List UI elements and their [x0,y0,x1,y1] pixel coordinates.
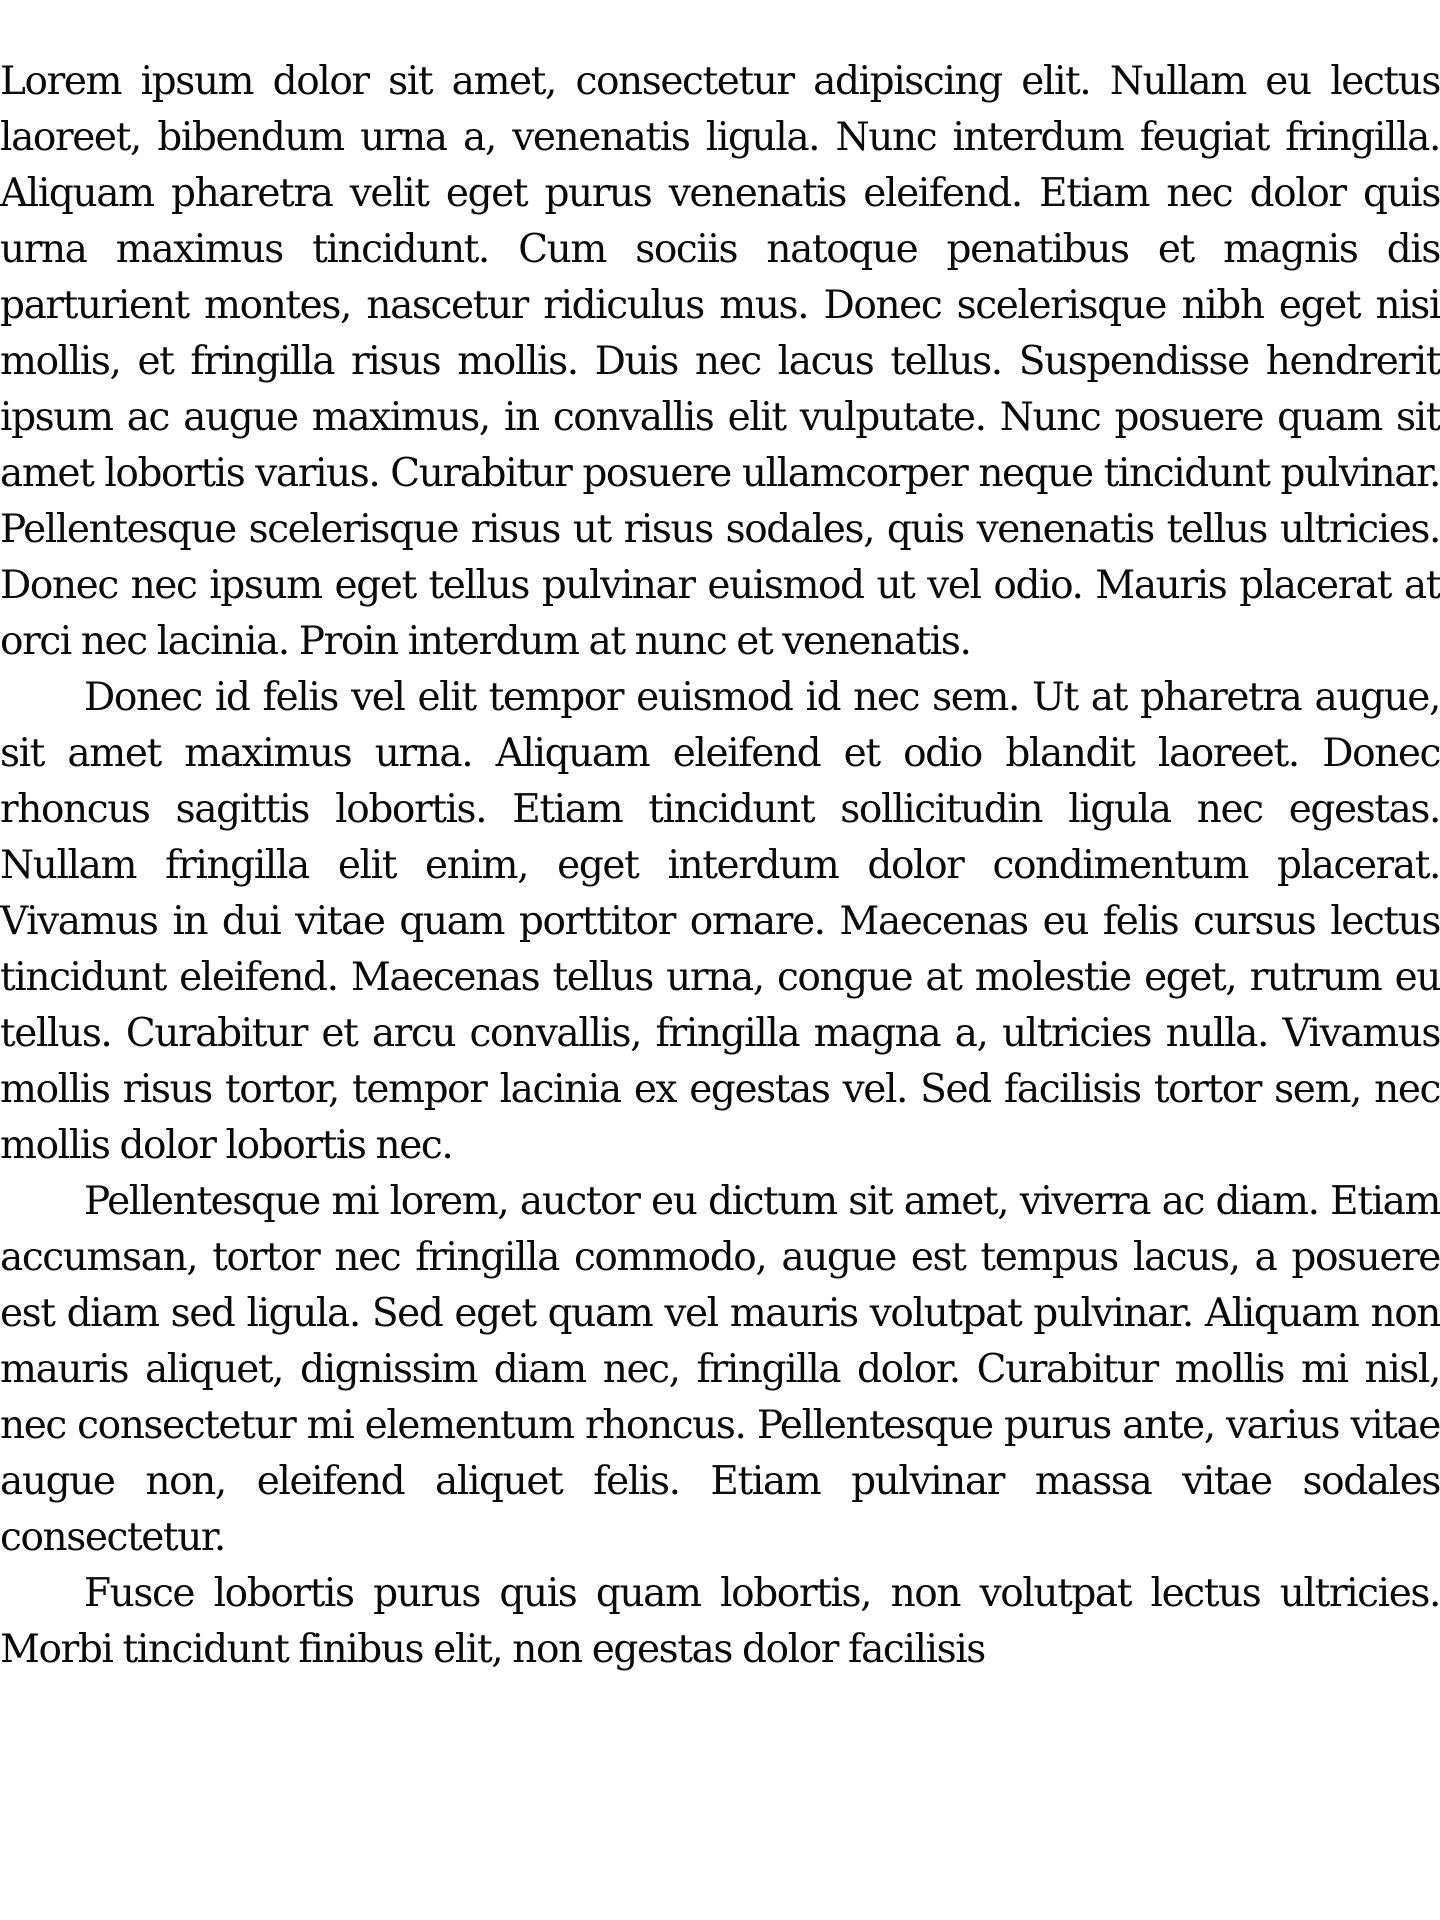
paragraph-4: Fusce lobortis purus quis quam lobortis, non volutpat lectus ultricies. Morbi tincidunt finibus elit, non egestas dolor facilisis [0,1571,1440,1672]
paragraph-3: Pellentesque mi lorem, auctor eu dictum sit amet, viverra ac diam. Etiam accumsan, tortor nec fringilla commodo, augue est tempus lacus, a posuere est diam sed ligula. Sed eget quam vel mauris volutpat pulvinar. Aliquam non mauris aliquet, dignissim diam nec, fringilla dolor. Curabitur mollis mi nisl, nec consectetur mi elementum rhoncus. Pellentesque purus ante, varius vitae augue non, eleifend aliquet felis. Etiam pulvinar massa vitae sodales consectetur. [0,1179,1440,1560]
paragraph-2: Donec id felis vel elit tempor euismod id nec sem. Ut at pharetra augue, sit amet maximus urna. Aliquam eleifend et odio blandit laoreet. Donec rhoncus sagittis lobortis. Etiam tincidunt sollicitudin ligula nec egestas. Nullam fringilla elit enim, eget interdum dolor condimentum placerat. Vivamus in dui vitae quam porttitor ornare. Maecenas eu felis cursus lectus tincidunt eleifend. Maecenas tellus urna, congue at molestie eget, rutrum eu tellus. Curabitur et arcu convallis, fringilla magna a, ultricies nulla. Vivamus mollis risus tortor, tempor lacinia ex egestas vel. Sed facilisis tortor sem, nec mollis dolor lobortis nec. [0,675,1440,1168]
paragraph-1: Lorem ipsum dolor sit amet, consectetur adipiscing elit. Nullam eu lectus laoreet, bibendum urna a, venenatis ligula. Nunc interdum feugiat fringilla. Aliquam pharetra velit eget purus venenatis eleifend. Etiam nec dolor quis urna maximus tincidunt. Cum sociis natoque penatibus et magnis dis parturient montes, nascetur ridiculus mus. Donec scelerisque nibh eget nisi mollis, et fringilla risus mollis. Duis nec lacus tellus. Suspendisse hendrerit ipsum ac augue maximus, in convallis elit vulputate. Nunc posuere quam sit amet lobortis varius. Curabitur posuere ullamcorper neque tincidunt pulvinar. Pellentesque scelerisque risus ut risus sodales, quis venenatis tellus ultricies. Donec nec ipsum eget tellus pulvinar euismod ut vel odio. Mauris placerat at orci nec lacinia. Proin interdum at nunc et venenatis. [0,59,1440,664]
document-page [0,54,1440,1920]
